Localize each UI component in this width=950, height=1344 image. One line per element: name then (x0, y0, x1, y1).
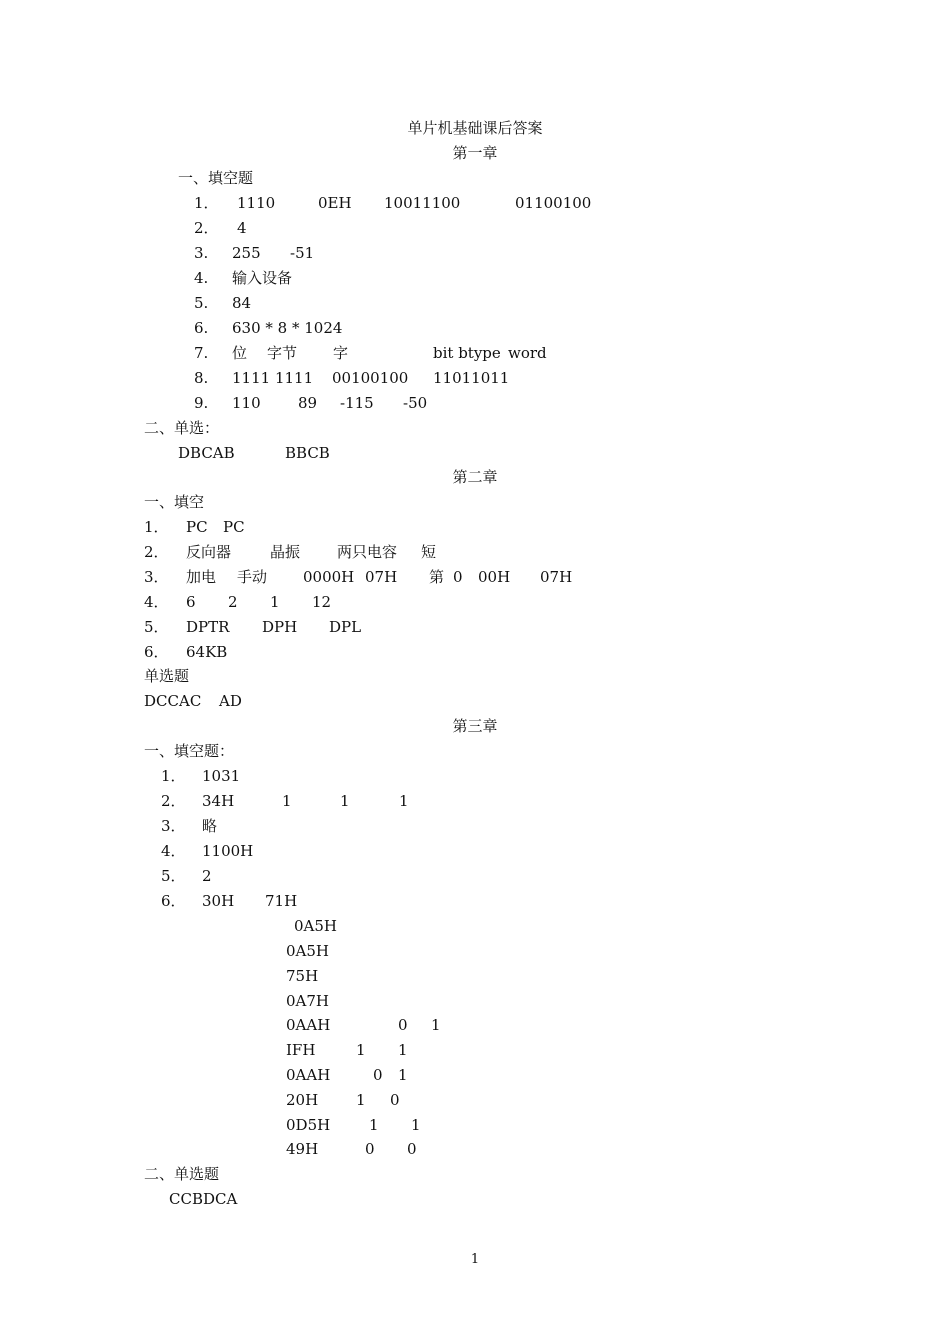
answer: 0 (390, 1091, 400, 1109)
answer: 71H (265, 892, 298, 910)
question-number: 6. (194, 319, 209, 337)
answer: 6 (186, 593, 196, 611)
answer: 1 (282, 792, 292, 810)
answer: 0EH (318, 194, 352, 212)
answer: 0 (365, 1140, 375, 1158)
ch3-section-fill: 一、填空题： (144, 742, 235, 760)
question-number: 2． (161, 792, 186, 810)
question-number: 3. (194, 244, 209, 262)
answer: 两只电容 (337, 543, 398, 561)
question-number: 4. (194, 269, 209, 287)
chapter-3-heading: 第三章 (452, 717, 498, 735)
answer: 01100100 (515, 194, 592, 212)
answer: word (508, 344, 547, 362)
answer: 20H (286, 1091, 319, 1109)
answer: 短 (421, 543, 437, 561)
answer: 12 (312, 593, 332, 611)
answer: 2 (228, 593, 238, 611)
answer: 89 (298, 394, 318, 412)
answer: 75H (286, 967, 319, 985)
answer: 07H (365, 568, 398, 586)
answer: 1 (411, 1116, 421, 1134)
chapter-1-heading: 第一章 (452, 144, 498, 162)
answer: 0A5H (286, 942, 330, 960)
answer: 255 (232, 244, 261, 262)
ch2-section-single-choice: 单选题 (144, 667, 190, 685)
answer: 1111 1111 (232, 369, 314, 387)
answer: 1 (431, 1016, 441, 1034)
answer: 1 (270, 593, 280, 611)
question-number: 1． (194, 194, 219, 212)
answer: -115 (340, 394, 374, 412)
answer: PC (223, 518, 245, 536)
answer: 0AAH (286, 1066, 331, 1084)
answer: AD (219, 692, 242, 710)
ch3-section-single-choice: 二、单选题 (144, 1165, 220, 1183)
answer: 第 (429, 568, 445, 586)
answer: 34H (202, 792, 235, 810)
answer: 1 (369, 1116, 379, 1134)
answer: 4 (237, 219, 247, 237)
question-number: 5． (161, 867, 186, 885)
answer: 84 (232, 294, 252, 312)
answer: DCCAC (144, 692, 202, 710)
answer: bit btype (433, 344, 501, 362)
page-number: 1 (470, 1252, 480, 1267)
answer: 11011011 (433, 369, 510, 387)
ch2-section-fill: 一、填空 (144, 493, 205, 511)
answer: 0 (407, 1140, 417, 1158)
question-number: 2． (194, 219, 219, 237)
answer: 0A7H (286, 992, 330, 1010)
answer: 0D5H (286, 1116, 331, 1134)
answer: 10011100 (384, 194, 461, 212)
answer: 07H (540, 568, 573, 586)
answer: DPTR (186, 618, 230, 636)
answer: 晶振 (270, 543, 301, 561)
answer: 0A5H (294, 917, 338, 935)
answer: 1100H (202, 842, 254, 860)
document-title: 单片机基础课后答案 (407, 119, 543, 137)
question-number: 4． (144, 593, 169, 611)
ch1-section-fill: 一、填空题 (178, 169, 254, 187)
answer: 反向器 (186, 543, 232, 561)
answer: 手动 (237, 568, 268, 586)
answer: PC (186, 518, 208, 536)
question-number: 4． (161, 842, 186, 860)
answer: 位 (232, 344, 248, 362)
answer: 30H (202, 892, 235, 910)
answer: IFH (286, 1041, 316, 1059)
answer: 630 * 8 * 1024 (232, 319, 343, 337)
answer: 0 (453, 568, 463, 586)
question-number: 3． (161, 817, 186, 835)
question-number: 7. (194, 344, 209, 362)
answer: 49H (286, 1140, 319, 1158)
answer: 1 (340, 792, 350, 810)
answer: 00H (478, 568, 511, 586)
answer: CCBDCA (169, 1190, 238, 1208)
answer: 1031 (202, 767, 241, 785)
answer: DPH (262, 618, 298, 636)
answer: 00100100 (332, 369, 409, 387)
answer: 64KB (186, 643, 228, 661)
question-number: 1． (161, 767, 186, 785)
ch1-section-single-choice: 二、单选： (144, 419, 220, 437)
answer: BBCB (285, 444, 330, 462)
question-number: 9. (194, 394, 209, 412)
answer: DPL (329, 618, 362, 636)
answer: 略 (202, 817, 218, 835)
answer: 1 (398, 1066, 408, 1084)
answer: 0 (398, 1016, 408, 1034)
answer: 2 (202, 867, 212, 885)
question-number: 8. (194, 369, 209, 387)
answer: 0 (373, 1066, 383, 1084)
answer: 1 (398, 1041, 408, 1059)
answer: DBCAB (178, 444, 235, 462)
question-number: 2． (144, 543, 169, 561)
answer: 字节 (267, 344, 298, 362)
chapter-2-heading: 第二章 (452, 468, 498, 486)
answer: 1 (399, 792, 409, 810)
answer: 输入设备 (232, 269, 293, 287)
answer: -50 (403, 394, 428, 412)
question-number: 6． (144, 643, 169, 661)
answer: 1 (356, 1091, 366, 1109)
answer: 1110 (237, 194, 276, 212)
question-number: 6． (161, 892, 186, 910)
answer: 字 (333, 344, 349, 362)
question-number: 1． (144, 518, 169, 536)
answer: 加电 (186, 568, 217, 586)
question-number: 5． (144, 618, 169, 636)
answer: -51 (290, 244, 315, 262)
answer: 110 (232, 394, 261, 412)
answer: 0000H (303, 568, 355, 586)
answer: 0AAH (286, 1016, 331, 1034)
question-number: 5. (194, 294, 209, 312)
question-number: 3． (144, 568, 169, 586)
answer: 1 (356, 1041, 366, 1059)
